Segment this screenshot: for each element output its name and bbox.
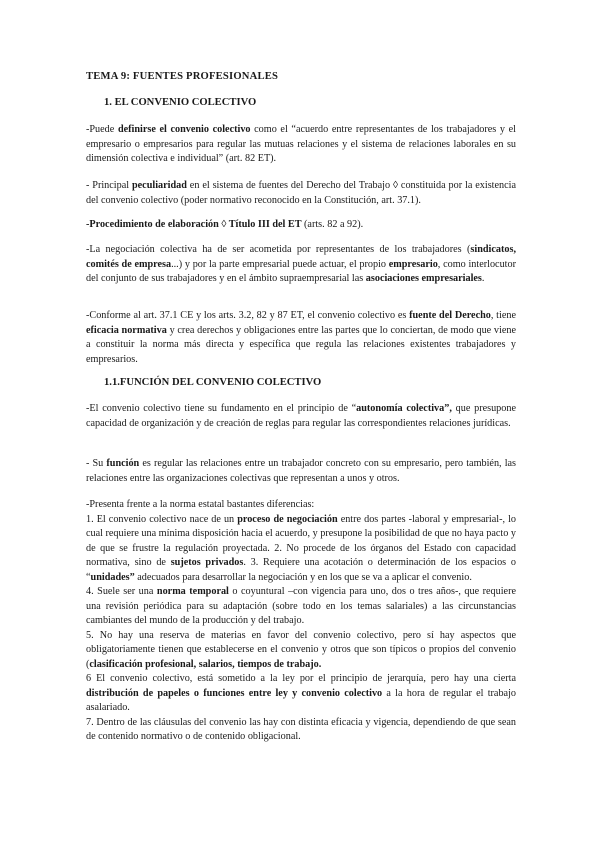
text-run: -Puede xyxy=(86,124,118,135)
bold-run: empresario xyxy=(388,258,438,270)
list-item-1-3 xyxy=(86,513,516,586)
text-run: 6 El convenio colectivo, está sometido a la ley por el principio de jerarquía, pero hay una cierta xyxy=(86,673,516,684)
bold-run: distribución de papeles o funciones entre ley y convenio colectivo xyxy=(86,687,383,699)
text-run: 4. Suele ser una xyxy=(86,586,157,597)
text-run: es regular las relaciones entre un trabajador concreto con su empresario, pero también, las relaciones entre las organizaciones colectivas que representan a unos y otros. xyxy=(86,458,517,484)
text-run: 5. No hay una reserva de materias en favor del convenio colectivo, pero sí hay aspectos que obligatoriamente tienen que establecerse en el convenio y otros que son típicos o propios del convenio ( xyxy=(86,629,516,670)
text-run: que presupone capacidad de organización y de creación de reglas para regular las correspondientes relaciones jurídicas. xyxy=(86,403,516,429)
bold-run: autonomía colectiva”, xyxy=(356,403,452,414)
text-run: - Principal xyxy=(86,180,132,191)
list-intro: -Presenta frente a la norma estatal bastantes diferencias: xyxy=(86,499,315,510)
text-run: como el “acuerdo entre representantes de los trabajadores y el empresario o empresarios para regular las mutuas relaciones y el sistema de relaciones laborales en su dimensión colectiva e individual” (art. 82 ET). xyxy=(86,124,516,164)
text-run: ...) y por la parte empresarial puede actuar, el propio xyxy=(171,258,389,270)
text-run: adecuados para desarrollar la negociación y en los que se va a aplicar el convenio. xyxy=(134,571,472,583)
paragraph-procedimiento xyxy=(86,218,516,233)
bold-run: proceso de negociación xyxy=(237,513,338,525)
bold-run: norma temporal xyxy=(156,586,229,597)
text-run: -El convenio colectivo tiene su fundamento en el principio de “ xyxy=(86,403,357,414)
paragraph-definition xyxy=(86,123,516,167)
text-run: - Su xyxy=(86,458,107,469)
text-run: y crea derechos y obligaciones entre las partes que lo conciertan, de modo que viene a constituir la norma más directa y específica que regula las relaciones existentes trabajadores y empresarios. xyxy=(86,324,516,365)
text-run: en el sistema de fuentes del Derecho del Trabajo ◊ constituida por la existencia del convenio colectivo (poder normativo reconocido en la Constitución, art. 37.1). xyxy=(86,180,516,206)
bold-run: clasificación profesional, salarios, tiempos de trabajo. xyxy=(89,658,322,670)
bold-run: -Procedimiento de elaboración ◊ Título III del ET xyxy=(86,219,302,230)
text-run: (arts. 82 a 92). xyxy=(301,219,364,230)
text-run: . xyxy=(481,273,485,284)
bold-run: sindicatos, comités de empresa xyxy=(86,244,516,270)
bold-run: definirse el convenio colectivo xyxy=(117,124,251,135)
paragraph-funcion xyxy=(86,457,516,486)
text-run: -La negociación colectiva ha de ser acometida por representantes de los trabajadores ( xyxy=(86,244,471,255)
paragraph-negociacion xyxy=(86,243,516,287)
text-run: a la hora de regular el trabajo asalariado. xyxy=(86,687,516,713)
bold-run: peculiaridad xyxy=(131,180,187,191)
bold-run: unidades” xyxy=(90,571,135,583)
paragraph-autonomia xyxy=(86,402,516,431)
text-run: -Conforme al art. 37.1 CE y los arts. 3.2, 82 y 87 ET, el convenio colectivo es xyxy=(86,310,410,321)
bold-run: asociaciones empresariales xyxy=(365,273,482,284)
text-run: , tiene xyxy=(490,310,516,321)
text-run: 1. El convenio colectivo nace de un xyxy=(86,513,238,525)
document-title: TEMA 9: FUENTES PROFESIONALES xyxy=(86,71,279,82)
section-heading-1: 1. EL CONVENIO COLECTIVO xyxy=(104,97,257,108)
text-run: o coyuntural –con vigencia para uno, dos o tres años-, que requiere una revisión periódica para su adaptación (sobre todo en los temas salariales) a las circunstancias cambiantes del mundo de la producción y del trabajo. xyxy=(86,586,516,626)
list-item-7: 7. Dentro de las cláusulas del convenio las hay con distinta eficacia y vigencia, dependiendo de que sean de contenido normativo o de contenido obligacional. xyxy=(86,716,516,742)
bold-run: sujetos privados xyxy=(170,557,244,568)
paragraph-fuente-derecho xyxy=(86,309,516,367)
bold-run: función xyxy=(106,458,140,469)
list-item-6 xyxy=(86,672,516,716)
list-item-5 xyxy=(86,629,516,673)
bold-run: eficacia normativa xyxy=(86,324,167,336)
text-run: entre dos partes -laboral y empresarial-, lo cual requiere una mínima disposición hacia el acuerdo, y presupone la posibilidad de que no haya pacto y de que se frustre la regulación proyectada. 2. No procede de los órganos del Estado con capacidad normativa, sino de xyxy=(86,513,516,568)
paragraph-peculiaridad xyxy=(86,179,516,208)
text-run: . 3. Requiere una acotación o determinación de los espacios o “ xyxy=(86,557,516,583)
bold-run: fuente del Derecho xyxy=(409,310,491,321)
list-item-4 xyxy=(86,585,516,629)
paragraph-diferencias xyxy=(86,498,516,745)
text-run: , como interlocutor del conjunto de sus trabajadores y en el ámbito supraempresarial las xyxy=(86,258,516,284)
section-heading-2: 1.1.FUNCIÓN DEL CONVENIO COLECTIVO xyxy=(104,377,322,388)
